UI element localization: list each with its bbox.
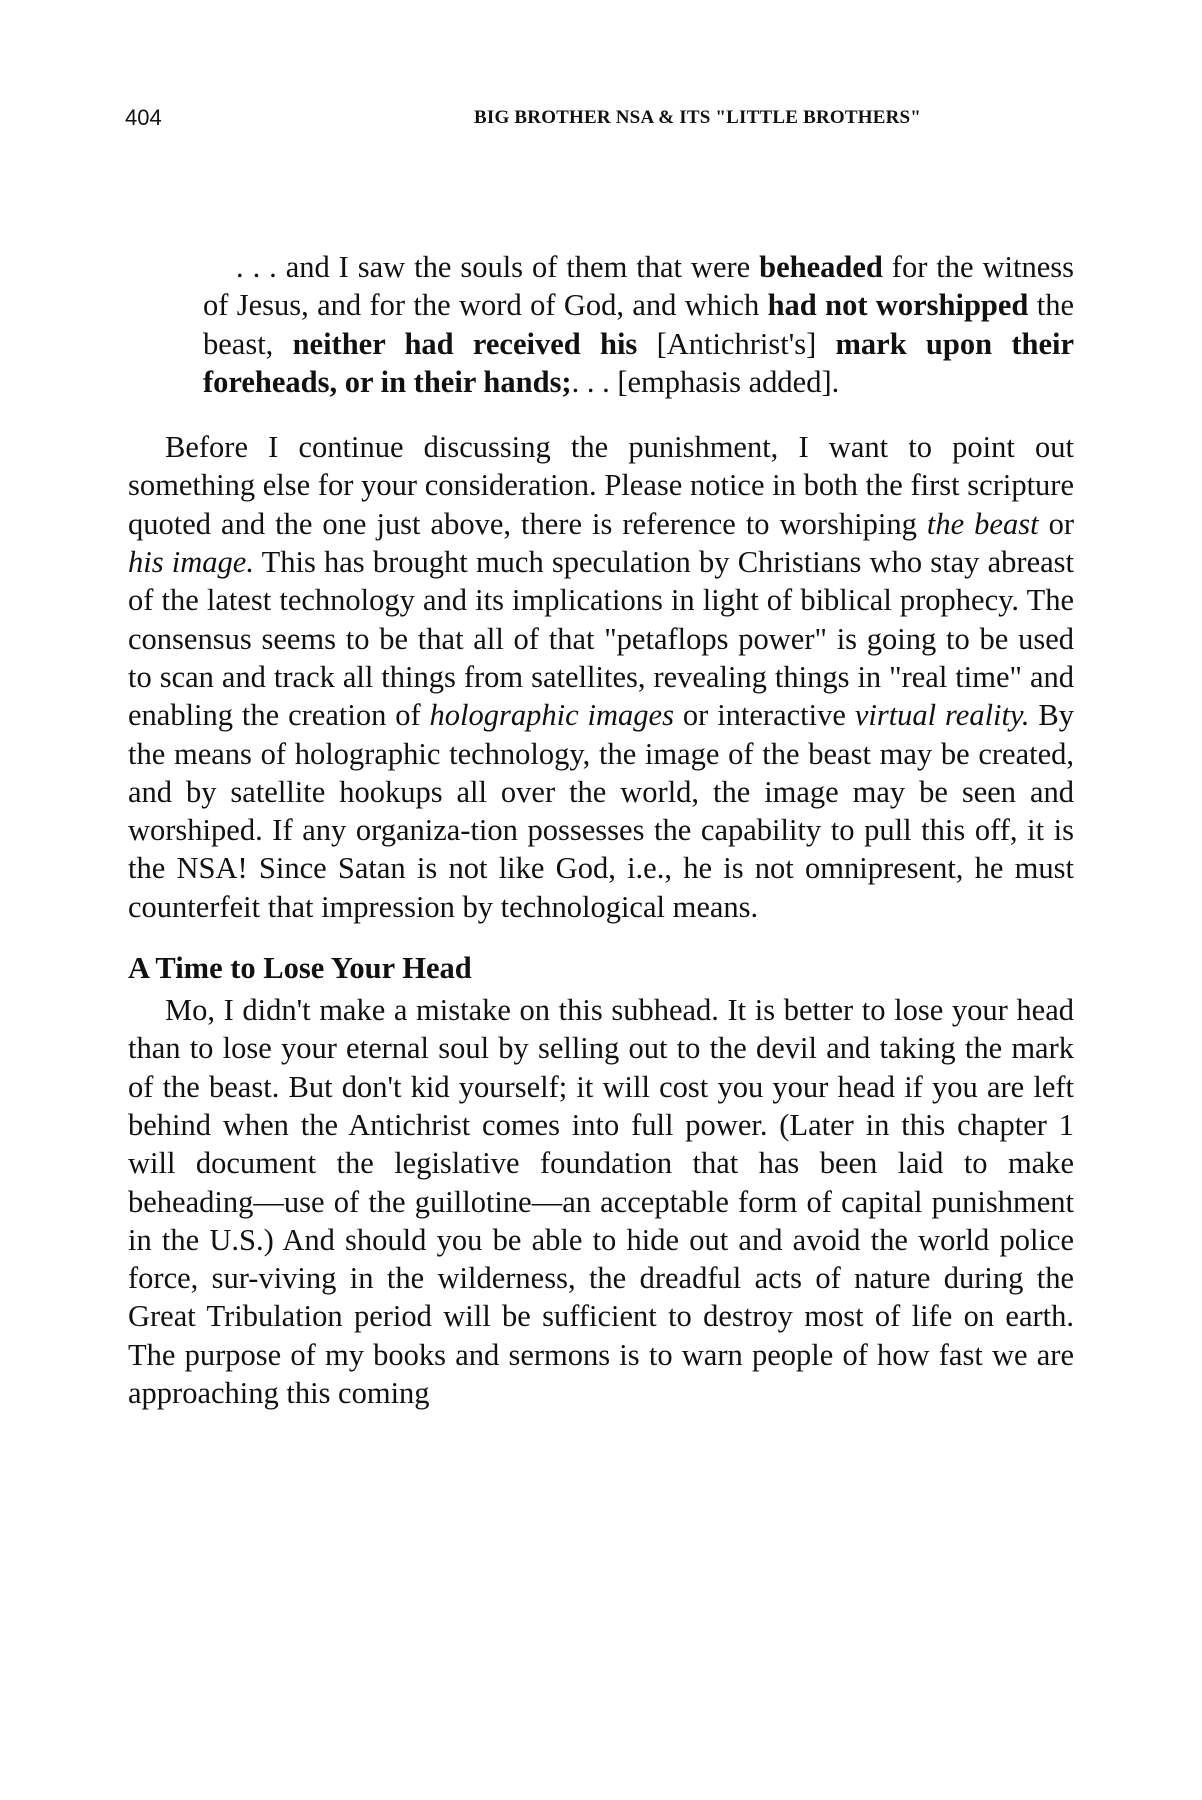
quote-text: the beast,	[203, 288, 1075, 361]
paragraph-text: By the means of holographic technology, the image of the beast may be created, and by satellite hookups all over the world, the image may be seen and worshiped. If any organiza-tion possesses the capability to pull this off, it is the NSA! Since Satan is not like God, i.e., he is not omnipresent, he must counterfeit that impression by technological means.	[128, 698, 1074, 924]
page-number: 404	[125, 105, 162, 130]
page-header	[125, 100, 1025, 136]
quote-text: . . . [emphasis added].	[571, 364, 840, 399]
quote-text: . . . and I saw the souls of them that were	[236, 250, 760, 284]
quote-text: for the witness of Jesus, and for the word of God, and which	[203, 250, 1074, 323]
quote-bold-text: neither had received his	[292, 326, 638, 361]
italic-text: his image.	[128, 545, 254, 580]
section-subhead: A Time to Lose Your Head	[128, 951, 472, 986]
running-head: BIG BROTHER NSA & ITS "LITTLE BROTHERS"	[474, 107, 922, 128]
paragraph-text: or	[1038, 506, 1074, 541]
body-paragraph	[128, 428, 1074, 926]
italic-text: virtual reality.	[854, 698, 1030, 733]
paragraph-text: This has brought much speculation by Christians who stay abreast of the latest technology and its implications in light of biblical prophecy. The consensus seems to be that all of that "petaflops power" is going to be used to scan and track all things from satellites, revealing things in "real time" and enabling the creation of	[128, 545, 1074, 733]
quote-text: [Antichrist's]	[637, 326, 836, 361]
body-paragraph: Mo, I didn't make a mistake on this subhead. It is better to lose your head than to lose your eternal soul by selling out to the devil and taking the mark of the beast. But don't kid yourself; it will cost you your head if you are left behind when the Antichrist comes into full power. (Later in this chapter 1 will document the legislative foundation that has been laid to make beheading—use of the guillotine—an acceptable form of capital punishment in the U.S.) And should you be able to hide out and avoid the world police force, sur-viving in the wilderness, the dreadful acts of nature during the Great Tribulation period will be sufficient to destroy most of life on earth. The purpose of my books and sermons is to warn people of how fast we are approaching this coming	[128, 993, 1074, 1411]
paragraph-text: Before I continue discussing the punishment, I want to point out something else for your consideration. Please notice in both the first scripture quoted and the one just above, there is reference to worshiping	[128, 430, 1074, 541]
quote-bold-text: had not worshipped	[767, 288, 1029, 323]
italic-text: holographic images	[429, 698, 674, 733]
page-content	[128, 248, 1074, 1412]
quote-bold-text: mark upon their foreheads, or in their hands;	[203, 326, 1074, 399]
quote-bold-text: beheaded	[759, 250, 883, 284]
paragraph-text: or interactive	[673, 698, 855, 733]
scripture-quote	[203, 248, 1074, 401]
italic-text: the beast	[926, 506, 1039, 541]
